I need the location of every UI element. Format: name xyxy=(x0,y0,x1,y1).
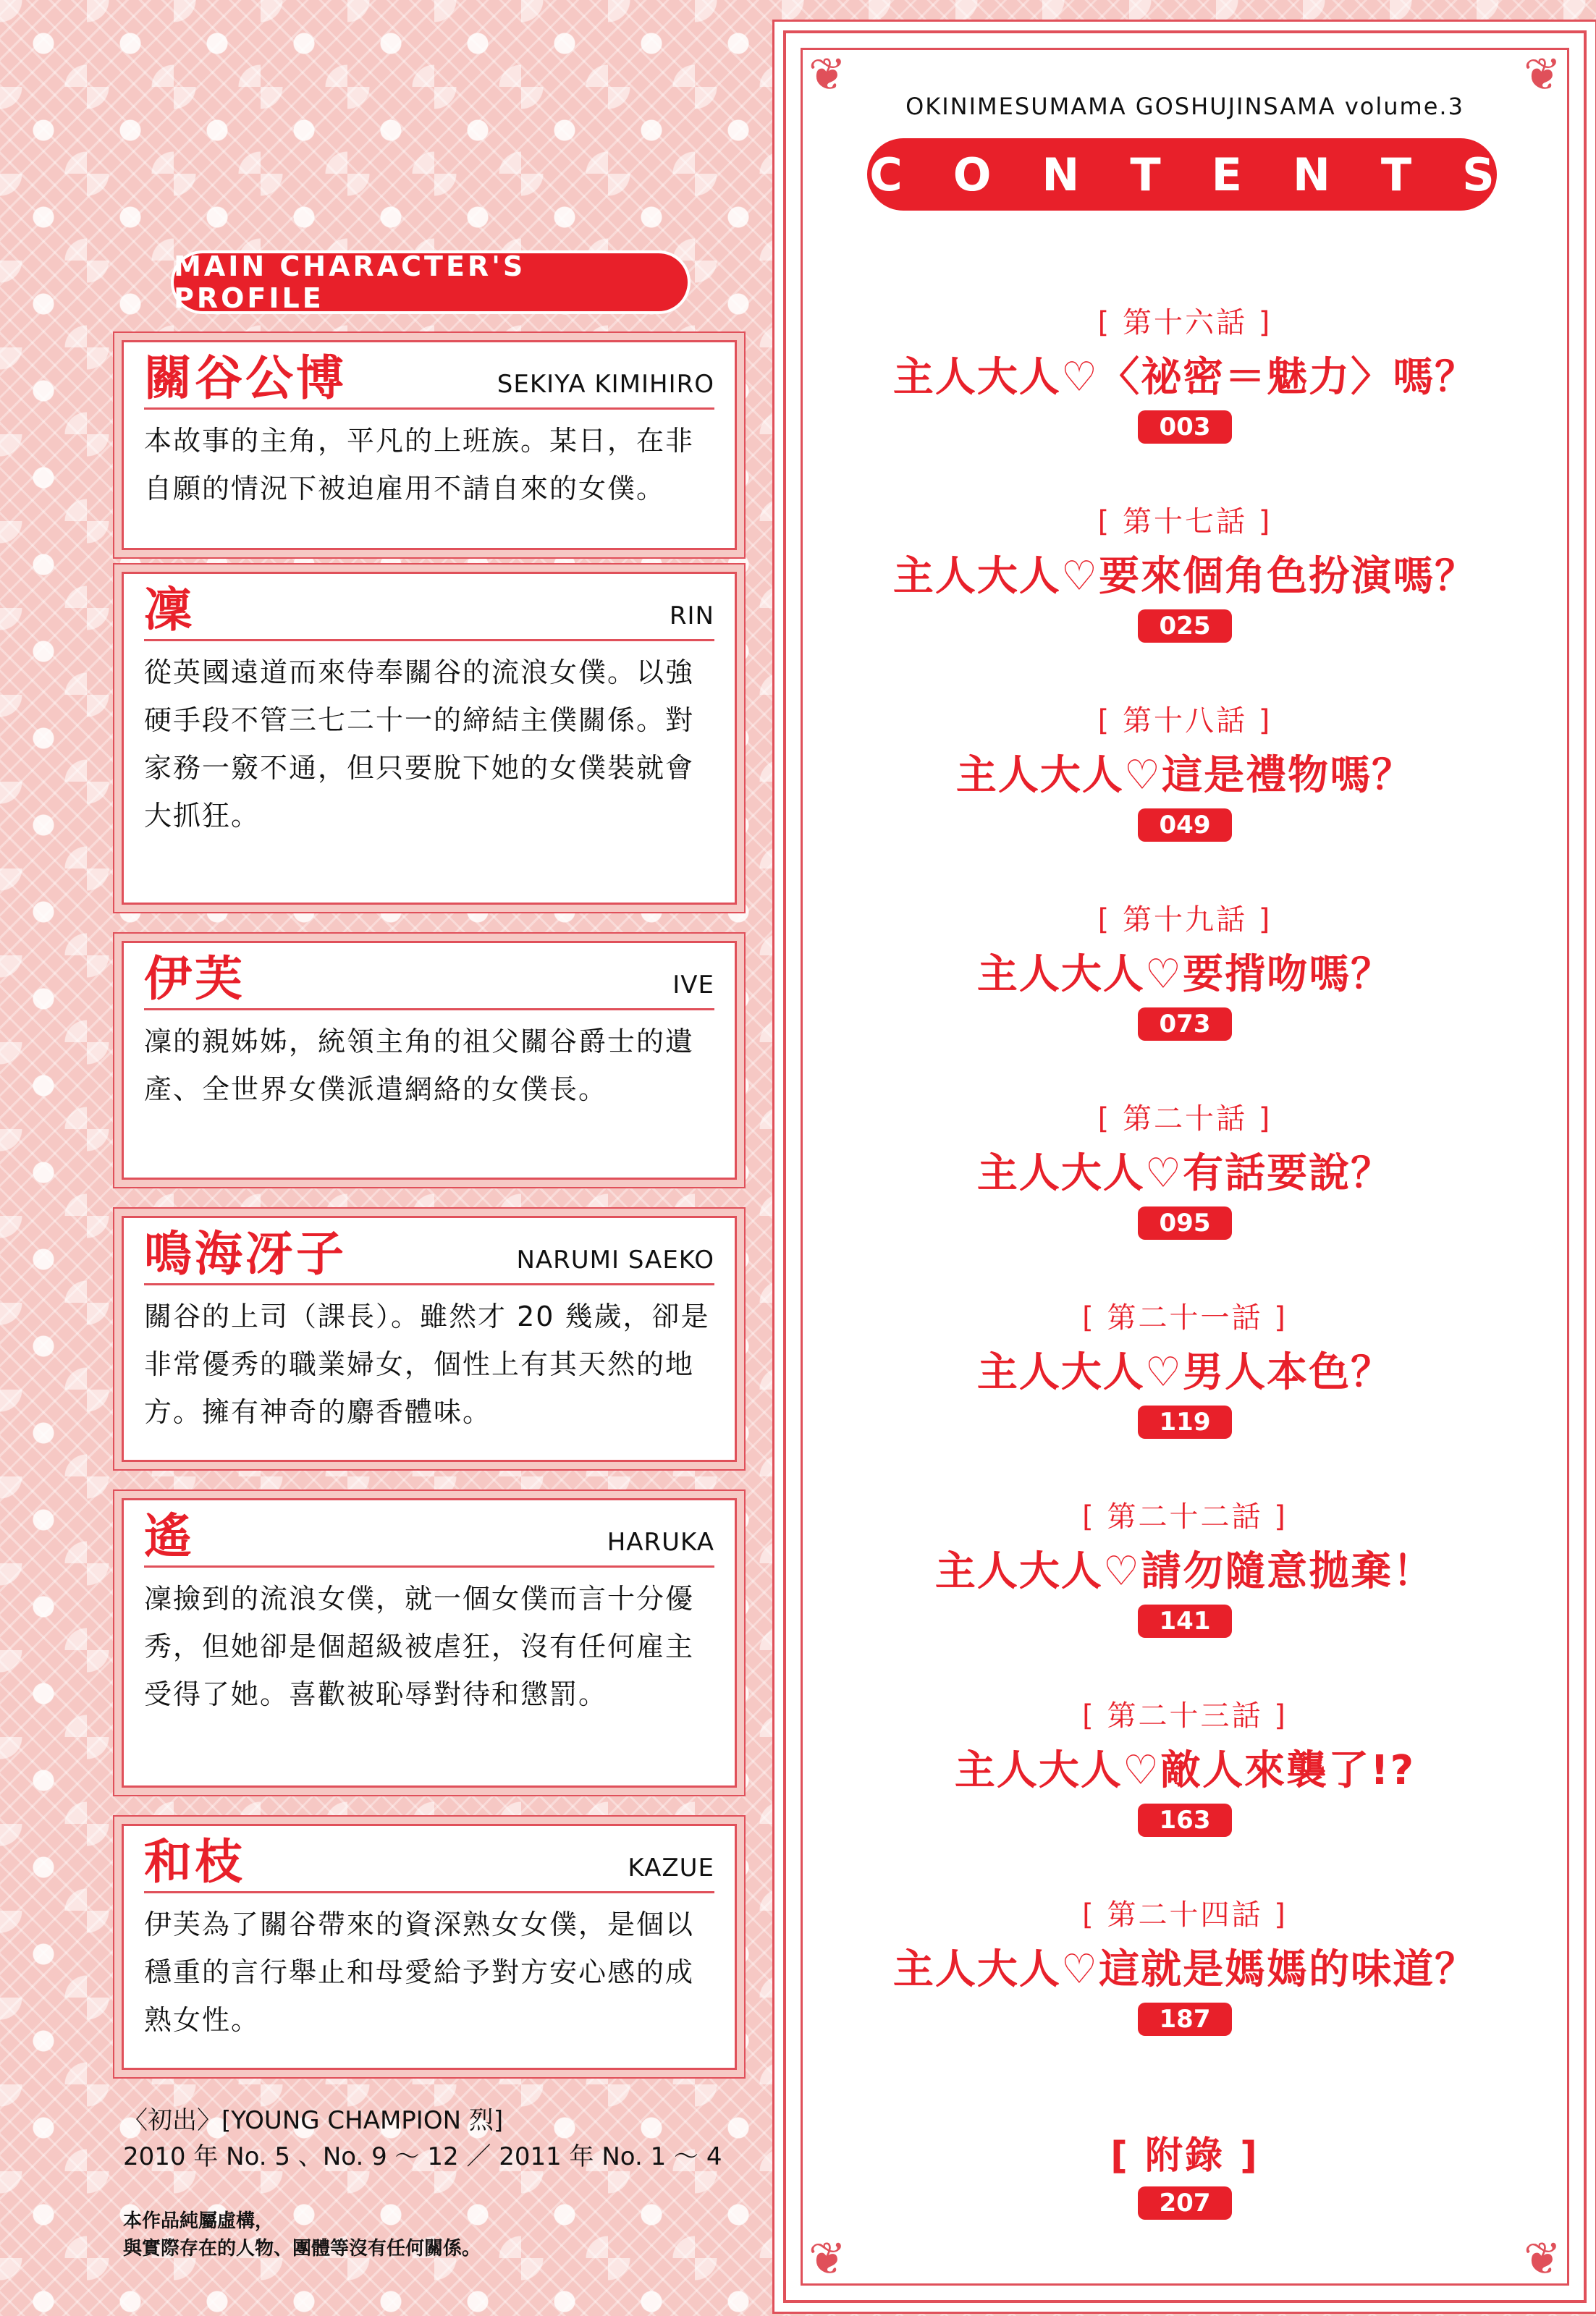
chapter-title: 主人大人♡要來個角色扮演嗎？ xyxy=(892,553,1477,600)
chapter-title: 主人大人♡有話要說？ xyxy=(976,1150,1393,1197)
flourish-icon: ❦ xyxy=(808,48,846,101)
page-badge: 003 xyxy=(1138,410,1232,444)
table-of-contents xyxy=(783,30,1587,2303)
page-badge: 119 xyxy=(1138,1406,1232,1439)
chapter-number: [ 第十九話 ] xyxy=(1097,903,1272,937)
publication-info xyxy=(123,2102,760,2175)
character-card xyxy=(122,572,737,905)
character-description: 從英國遠道而來侍奉關谷的流浪女僕。以強硬手段不管三七二十一的締結主僕關係。對家務一竅不通，但只要脫下她的女僕裝就會大抓狂。 xyxy=(144,656,695,832)
character-roman-name: NARUMI SAEKO xyxy=(516,1246,714,1275)
character-profile-column xyxy=(109,0,753,2316)
character-roman-name: IVE xyxy=(672,971,714,999)
chapter-entry[interactable] xyxy=(786,1295,1584,1439)
flourish-icon: ❦ xyxy=(1524,48,1561,101)
character-description: 本故事的主角，平凡的上班族。某日，在非自願的情況下被迫雇用不請自來的女僕。 xyxy=(144,425,695,504)
chapter-title: 主人大人♡這是禮物嗎？ xyxy=(955,752,1414,799)
character-card xyxy=(122,1498,737,1788)
page-badge: 187 xyxy=(1138,2003,1232,2036)
chapter-number: [ 第二十一話 ] xyxy=(1082,1301,1288,1335)
character-name: 關谷公博 xyxy=(144,350,347,406)
publication-line: 〈初出〉[YOUNG CHAMPION 烈] xyxy=(123,2106,504,2135)
character-description: 凜的親姊姊，統領主角的祖父關谷爵士的遺產、全世界女僕派遣網絡的女僕長。 xyxy=(144,1026,695,1105)
chapter-entry[interactable] xyxy=(786,300,1584,444)
character-roman-name: HARUKA xyxy=(607,1528,714,1557)
flourish-icon: ❦ xyxy=(808,2232,846,2285)
disclaimer xyxy=(123,2207,760,2262)
chapter-entry[interactable] xyxy=(786,499,1584,643)
chapter-title: 主人大人♡〈祕密＝魅力〉嗎？ xyxy=(892,354,1477,401)
character-card xyxy=(122,1824,737,2070)
page-badge: 049 xyxy=(1138,808,1232,842)
page-badge: 025 xyxy=(1138,609,1232,643)
contents-header: CONTENTS xyxy=(867,138,1497,211)
character-description: 伊芙為了關谷帶來的資深熟女女僕，是個以穩重的言行舉止和母愛給予對方安心感的成熟女性。 xyxy=(144,1909,695,2036)
character-card xyxy=(122,941,737,1180)
chapter-number: [ 第十七話 ] xyxy=(1097,505,1272,538)
chapter-number: [ 第十六話 ] xyxy=(1097,306,1272,339)
character-roman-name: RIN xyxy=(669,601,714,630)
chapter-title: 主人大人♡男人本色？ xyxy=(976,1349,1393,1396)
chapter-number: [ 第二十話 ] xyxy=(1097,1102,1272,1136)
chapter-entry[interactable] xyxy=(786,698,1584,842)
character-card xyxy=(122,1216,737,1462)
chapter-number: [ 第十八話 ] xyxy=(1097,704,1272,738)
publication-line: 2010 年 No. 5 、No. 9 ～ 12 ／ 2011 年 No. 1 ～ 4 xyxy=(123,2142,722,2171)
profile-header: MAIN CHARACTER'S PROFILE xyxy=(174,253,688,311)
character-card xyxy=(122,340,737,550)
character-name: 凜 xyxy=(144,581,195,638)
flourish-icon: ❦ xyxy=(1524,2232,1561,2285)
chapter-entry[interactable] xyxy=(786,1693,1584,1837)
appendix-entry[interactable] xyxy=(786,2125,1584,2220)
character-roman-name: KAZUE xyxy=(628,1854,714,1882)
character-name: 伊芙 xyxy=(144,950,245,1007)
chapter-entry[interactable] xyxy=(786,1892,1584,2036)
chapter-title: 主人大人♡敵人來襲了!? xyxy=(954,1747,1416,1794)
page-badge: 141 xyxy=(1138,1605,1232,1638)
disclaimer-line: 與實際存在的人物、團體等沒有任何關係。 xyxy=(123,2238,481,2260)
character-name: 和枝 xyxy=(144,1833,245,1890)
page-badge: 095 xyxy=(1138,1206,1232,1240)
chapter-title: 主人大人♡要揹吻嗎？ xyxy=(976,951,1393,998)
chapter-title: 主人大人♡這就是媽媽的味道？ xyxy=(892,1946,1477,1993)
chapter-entry[interactable] xyxy=(786,1096,1584,1240)
page-badge: 207 xyxy=(1138,2186,1232,2220)
chapter-number: [ 第二十四話 ] xyxy=(1082,1898,1288,1932)
chapter-number: [ 第二十二話 ] xyxy=(1082,1500,1288,1534)
character-description: 凜撿到的流浪女僕，就一個女僕而言十分優秀，但她卻是個超級被虐狂，沒有任何雇主受得了她。喜歡被恥辱對待和懲罰。 xyxy=(144,1583,695,1710)
volume-subtitle: OKINIMESUMAMA GOSHUJINSAMA volume.3 xyxy=(905,93,1464,120)
chapter-number: [ 第二十三話 ] xyxy=(1082,1699,1288,1733)
chapter-title: 主人大人♡請勿隨意拋棄！ xyxy=(934,1548,1435,1595)
page-badge: 073 xyxy=(1138,1007,1232,1041)
page-badge: 163 xyxy=(1138,1804,1232,1837)
chapter-entry[interactable] xyxy=(786,897,1584,1041)
character-roman-name: SEKIYA KIMIHIRO xyxy=(497,370,714,399)
character-name: 鳴海冴子 xyxy=(144,1225,347,1282)
chapter-entry[interactable] xyxy=(786,1494,1584,1638)
disclaimer-line: 本作品純屬虛構， xyxy=(123,2210,274,2232)
character-name: 遙 xyxy=(144,1508,195,1564)
appendix-label: [ 附錄 ] xyxy=(1110,2134,1259,2178)
character-description: 關谷的上司（課長）。雖然才 20 幾歲，卻是非常優秀的職業婦女，個性上有其天然的地方。擁有神奇的麝香體味。 xyxy=(144,1301,710,1428)
